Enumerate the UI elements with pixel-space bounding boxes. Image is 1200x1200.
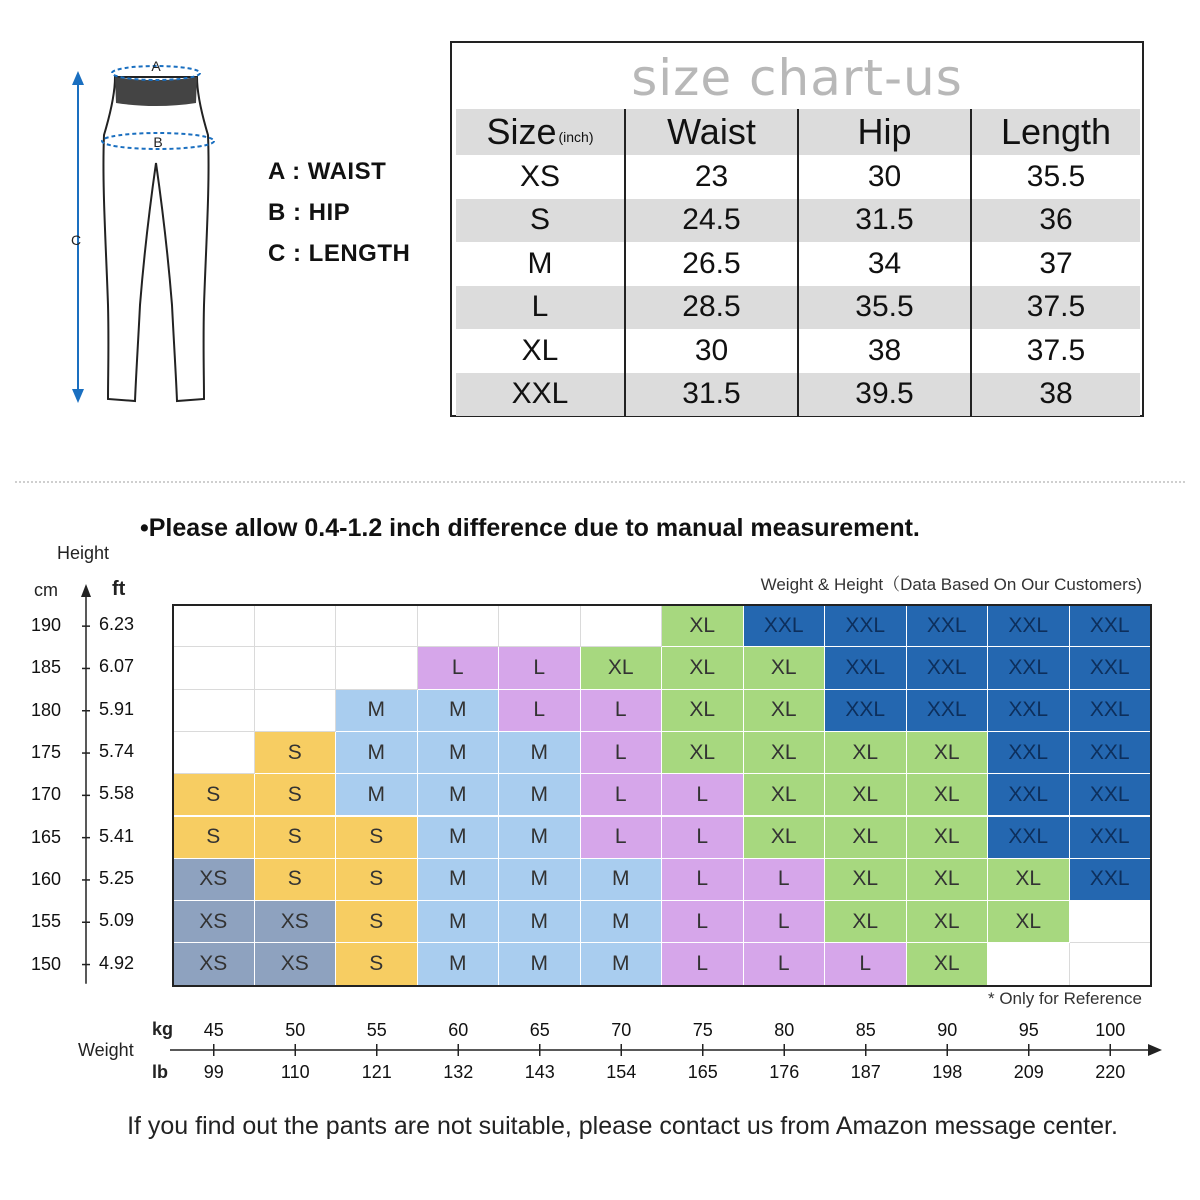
size-grid-cell: M [581,901,663,943]
x-tick-lb: 165 [687,1062,718,1082]
size-grid-cell: XS [255,943,337,985]
y-tick-cm: 150 [31,953,62,974]
size-grid-cell: XXL [988,647,1070,689]
x-tick-lb: 198 [932,1062,963,1082]
y-tick-ft: 5.91 [99,698,135,719]
y-axis-arrow [81,584,91,597]
marker-c-label: C [70,232,82,248]
chart-subtitle: Weight & Height（Data Based On Our Customers) [760,575,1142,594]
y-tick-cm: 185 [31,657,62,678]
size-grid-cell: XXL [1070,690,1152,732]
size-grid-cell: XXL [1070,817,1152,859]
size-grid-cell: M [418,817,500,859]
waist-cell: 31.5 [626,373,799,417]
size-grid-cell: S [255,774,337,816]
size-cell: M [456,242,626,286]
y-tick-cm: 165 [31,826,62,847]
size-cell: S [456,199,626,243]
size-header-unit: (inch) [558,129,594,145]
size-grid-cell: XS [173,901,255,943]
size-grid-cell [255,690,337,732]
y-tick-cm: 170 [31,784,62,805]
size-grid-cell: M [418,690,500,732]
size-grid-cell [988,943,1070,985]
size-grid-cell: XL [744,647,826,689]
x-tick-lb: 121 [361,1062,392,1082]
x-tick-kg: 75 [692,1020,713,1040]
size-grid-cell: XXL [988,605,1070,647]
y-tick-ft: 6.23 [99,614,135,635]
size-grid-cell [1070,901,1152,943]
size-grid-cell: M [499,817,581,859]
waist-header-cell: Waist [626,109,799,155]
size-grid-cell: M [418,901,500,943]
y-tick-ft: 5.41 [99,825,135,846]
length-cell: 38 [1039,377,1073,411]
size-grid-cell: XXL [988,774,1070,816]
size-grid-cell [173,647,255,689]
size-grid-cell: XS [173,943,255,985]
size-grid-cell: XL [988,901,1070,943]
size-grid-cell: XXL [988,817,1070,859]
x-tick-lb: 143 [524,1062,555,1082]
y-tick-ft: 5.58 [99,783,135,804]
size-grid-cell: L [825,943,907,985]
length-cell: 37 [1039,246,1073,280]
size-grid-cell: XXL [1070,859,1152,901]
size-grid-cell: XXL [1070,647,1152,689]
hip-cell: 38 [799,329,972,373]
x-tick-kg: 100 [1095,1020,1126,1040]
size-grid-cell: L [499,690,581,732]
x-tick-kg: 90 [937,1020,958,1040]
marker-b-label: B [153,134,163,150]
size-grid-cell: M [581,943,663,985]
size-grid-cell [336,647,418,689]
size-grid-cell: L [581,690,663,732]
x-tick-lb: 187 [850,1062,881,1082]
size-grid-cell: L [581,732,663,774]
size-grid-cell: L [418,647,500,689]
size-grid-cell [173,690,255,732]
x-tick-lb: 220 [1095,1062,1126,1082]
x-tick-lb: 176 [769,1062,800,1082]
waist-cell: 30 [626,329,799,373]
size-grid-cell: XL [825,774,907,816]
x-axis-arrow [1148,1044,1162,1056]
x-axis-title: Weight [78,1040,134,1060]
size-grid-cell: M [499,943,581,985]
size-cell: L [456,286,626,330]
size-grid-cell: M [499,732,581,774]
size-grid-cell: XL [744,774,826,816]
size-grid-cell: XXL [744,605,826,647]
y-tick-ft: 5.25 [99,867,135,888]
hip-header-cell: Hip [799,109,972,155]
x-unit-lb: lb [152,1062,168,1082]
x-tick-kg: 95 [1018,1020,1039,1040]
waist-cell: 26.5 [626,242,799,286]
size-grid-cell: XL [744,732,826,774]
size-grid-cell: XL [744,690,826,732]
length-cell: 36 [1039,203,1073,237]
size-grid-cell: L [662,774,744,816]
size-grid-cell: L [581,774,663,816]
size-grid-cell: M [499,859,581,901]
size-grid-cell: XL [907,943,989,985]
legend-hip: B : HIP [268,199,351,226]
length-cell: 37.5 [1026,290,1086,324]
size-grid-cell [1070,943,1152,985]
size-grid-cell: XXL [988,732,1070,774]
x-tick-kg: 85 [855,1020,876,1040]
size-grid-cell [418,605,500,647]
y-tick-cm: 180 [31,699,62,720]
y-unit-cm: cm [34,580,58,600]
size-grid-cell: M [581,859,663,901]
size-grid-cell: XL [907,901,989,943]
size-grid-cell: M [418,774,500,816]
length-header-cell: Length [1000,111,1112,152]
x-tick-kg: 70 [611,1020,632,1040]
size-cell: XXL [456,373,626,417]
size-grid-cell: XL [744,817,826,859]
size-grid-cell: S [336,859,418,901]
x-tick-kg: 80 [774,1020,795,1040]
y-tick-ft: 5.09 [99,910,135,931]
size-grid-cell: XL [662,605,744,647]
hip-cell: 35.5 [799,286,972,330]
y-tick-ft: 6.07 [99,656,135,677]
size-grid-cell [499,605,581,647]
size-grid-cell: L [499,647,581,689]
y-unit-ft: ft [112,578,126,600]
size-grid-cell: XS [255,901,337,943]
size-grid-cell: XL [825,732,907,774]
x-tick-kg: 60 [448,1020,469,1040]
size-grid-cell: XL [825,901,907,943]
size-grid-cell: L [662,859,744,901]
size-grid-cell: L [744,901,826,943]
size-grid-cell: S [255,732,337,774]
size-grid-cell: M [418,732,500,774]
y-axis-title: Height [57,543,110,563]
size-grid-cell: M [499,901,581,943]
y-tick-cm: 160 [31,868,62,889]
size-grid-cell: XXL [1070,774,1152,816]
size-grid-cell: S [336,817,418,859]
size-grid-cell: L [581,817,663,859]
size-cell: XS [456,155,626,199]
x-tick-kg: 50 [285,1020,306,1040]
x-tick-kg: 55 [366,1020,387,1040]
size-grid-cell [173,732,255,774]
size-grid-cell: XL [907,732,989,774]
size-grid-cell: XL [907,817,989,859]
hip-cell: 31.5 [799,199,972,243]
size-grid-cell: XL [988,859,1070,901]
size-grid-cell: XL [907,859,989,901]
footer-note: If you find out the pants are not suitable, please contact us from Amazon message center. [127,1112,1118,1140]
y-tick-ft: 5.74 [99,741,135,762]
size-grid-cell: S [336,943,418,985]
size-grid-cell: XL [825,859,907,901]
size-grid-cell: XXL [1070,605,1152,647]
y-tick-cm: 175 [31,742,62,763]
size-grid-cell: XL [907,774,989,816]
size-grid-cell: M [336,732,418,774]
waist-cell: 24.5 [626,199,799,243]
size-grid-cell [336,605,418,647]
x-tick-lb: 209 [1013,1062,1044,1082]
x-tick-lb: 132 [443,1062,474,1082]
size-grid-cell: XS [173,859,255,901]
size-grid-cell: M [499,774,581,816]
size-grid-cell: XL [662,732,744,774]
size-grid-cell [255,647,337,689]
size-grid-cell: L [744,943,826,985]
legend-waist: A : WAIST [268,158,387,185]
size-grid-cell: XXL [907,690,989,732]
size-grid-cell: XL [581,647,663,689]
size-grid-cell [173,605,255,647]
size-grid-cell: XL [662,690,744,732]
size-grid-cell: XXL [907,605,989,647]
length-cell: 35.5 [1026,159,1086,193]
waist-cell: 28.5 [626,286,799,330]
legend-length: C : LENGTH [268,240,411,267]
size-table-title: size chart-us [631,49,963,107]
measurement-note: •Please allow 0.4-1.2 inch difference due to manual measurement. [140,514,920,542]
x-tick-lb: 99 [203,1062,224,1082]
size-grid-cell: M [418,859,500,901]
size-grid-cell: XXL [1070,732,1152,774]
x-tick-kg: 65 [529,1020,550,1040]
y-tick-cm: 190 [31,615,62,636]
size-grid-cell: S [255,859,337,901]
size-grid-cell: S [173,817,255,859]
size-grid-cell [255,605,337,647]
size-cell: XL [456,329,626,373]
size-grid-cell: S [173,774,255,816]
waist-cell: 23 [626,155,799,199]
y-tick-cm: 155 [31,911,62,932]
reference-note: * Only for Reference [987,989,1142,1008]
size-grid-cell: M [336,774,418,816]
hip-cell: 39.5 [799,373,972,417]
size-grid-cell: L [662,943,744,985]
size-grid-cell: M [336,690,418,732]
size-grid-cell: L [744,859,826,901]
size-grid-cell: L [662,817,744,859]
y-tick-ft: 4.92 [99,952,135,973]
x-tick-lb: 154 [606,1062,637,1082]
size-grid-cell: S [255,817,337,859]
marker-a-label: A [151,58,161,74]
size-grid-cell: M [418,943,500,985]
x-tick-lb: 110 [280,1062,310,1082]
size-grid-cell: XL [825,817,907,859]
length-cell: 37.5 [1026,333,1086,367]
size-grid-cell: XXL [907,647,989,689]
size-grid-cell: L [662,901,744,943]
hip-cell: 34 [799,242,972,286]
size-header-label: Size [486,111,557,152]
size-grid-cell: XXL [825,690,907,732]
size-grid-cell: XXL [988,690,1070,732]
size-grid-cell: XXL [825,647,907,689]
size-grid-cell: XL [662,647,744,689]
size-grid-cell: XXL [825,605,907,647]
size-grid-cell [581,605,663,647]
hip-cell: 30 [799,155,972,199]
x-tick-kg: 45 [203,1020,224,1040]
size-grid-cell: S [336,901,418,943]
x-unit-kg: kg [152,1019,174,1039]
